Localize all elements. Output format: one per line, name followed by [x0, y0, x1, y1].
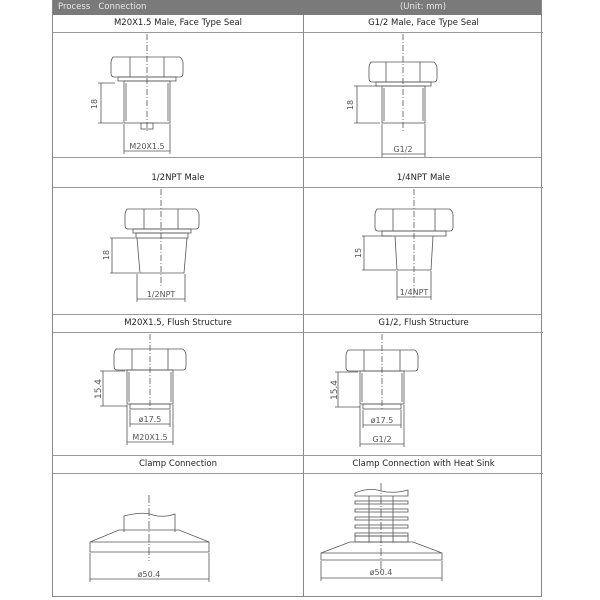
cell-title: Clamp Connection: [53, 456, 303, 474]
g12-face-seal-drawing: [304, 32, 543, 157]
svg-text:G1/2: G1/2: [393, 145, 413, 154]
cell-title: M20X1.5 Male, Face Type Seal: [53, 15, 303, 33]
14npt-drawing: [304, 187, 543, 314]
header-unit: (Unit: mm): [399, 2, 447, 12]
cell-clamp: [53, 456, 303, 597]
svg-text:1/4NPT: 1/4NPT: [399, 288, 429, 297]
cell-g12-flush: [304, 315, 543, 455]
cell-title: Clamp Connection with Heat Sink: [304, 456, 543, 474]
row-divider: [53, 157, 541, 158]
svg-text:G1/2: G1/2: [372, 435, 392, 444]
svg-text:15.4: 15.4: [94, 378, 104, 400]
svg-text:M20X1.5: M20X1.5: [132, 433, 168, 442]
svg-text:18: 18: [90, 98, 99, 110]
svg-text:ø17.5: ø17.5: [138, 415, 162, 424]
header-title: Process Connection: [58, 2, 147, 12]
svg-text:ø50.4: ø50.4: [369, 568, 393, 577]
svg-text:M20X1.5: M20X1.5: [129, 142, 165, 151]
svg-text:1/2NPT: 1/2NPT: [146, 290, 176, 299]
cell-title: M20X1.5, Flush Structure: [53, 315, 303, 333]
cell-14npt: [304, 170, 543, 314]
cell-title: 1/2NPT Male: [53, 170, 303, 188]
cell-m20-flush: [53, 315, 303, 455]
cell-title: 1/4NPT Male: [304, 170, 543, 188]
svg-text:ø50.4: ø50.4: [137, 570, 161, 579]
process-connection-table: [52, 0, 542, 597]
cell-m20-face-seal: [53, 15, 303, 157]
cell-title: G1/2, Flush Structure: [304, 315, 543, 333]
svg-text:18: 18: [346, 99, 355, 111]
svg-text:ø17.5: ø17.5: [370, 416, 394, 425]
cell-12npt: [53, 170, 303, 314]
table-header: [53, 0, 541, 15]
g12-flush-drawing: [304, 332, 543, 455]
svg-text:15.4: 15.4: [330, 379, 340, 401]
clamp-drawing: [53, 473, 303, 597]
12npt-drawing: [53, 187, 303, 314]
m20-flush-drawing: [53, 332, 303, 455]
cell-title: G1/2 Male, Face Type Seal: [304, 15, 543, 33]
clamp-heat-sink-drawing: [304, 473, 543, 597]
svg-text:15: 15: [354, 247, 363, 259]
m20-face-seal-drawing: [53, 32, 303, 157]
cell-clamp-heat-sink: [304, 456, 543, 597]
svg-text:18: 18: [102, 249, 111, 261]
cell-g12-face-seal: [304, 15, 543, 157]
